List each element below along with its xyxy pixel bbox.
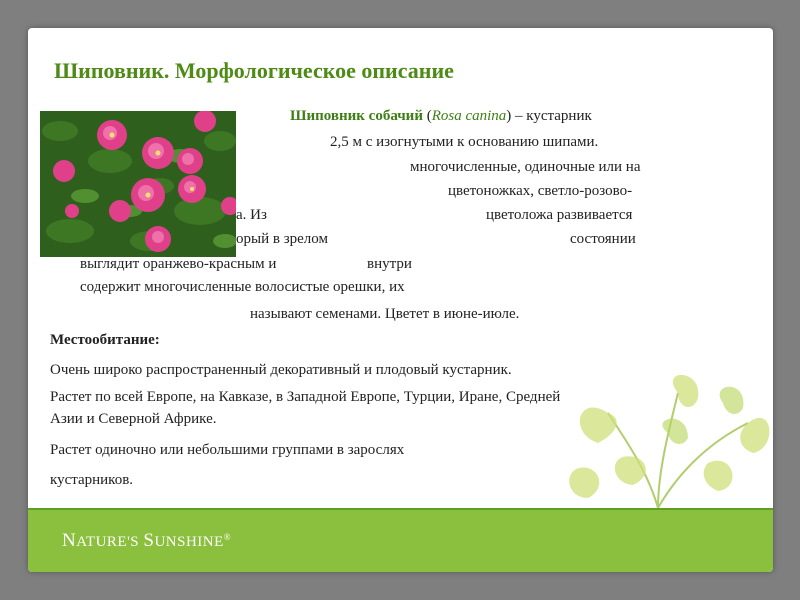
logo-n: N (62, 530, 77, 551)
logo-registered-mark: ® (223, 532, 232, 542)
logo-atures: ATURE'S (76, 534, 144, 550)
desc-line-6b: состоянии (570, 231, 636, 247)
desc-line-7b: внутри (367, 256, 412, 272)
ginkgo-leaves-decoration (548, 373, 773, 513)
logo-unshine: UNSHINE (154, 534, 224, 550)
slide-title: Шиповник. Морфологическое описание (54, 58, 454, 83)
habitat-heading: Местообитание: (50, 332, 160, 348)
desc-line-4: цветоножках, светло-розово- (448, 183, 633, 199)
desc-line-7a: выглядит оранжево-красным и (80, 256, 277, 272)
habitat-p1: Очень широко распространенный декоративный и плодовый кустарник. (50, 362, 512, 378)
desc-line-2: 2,5 м с изогнутыми к основанию шипами. (330, 134, 599, 150)
desc-line-1 (290, 108, 592, 125)
habitat-p2-line2: Азии и Северной Африке. (50, 411, 217, 427)
latin-name: Rosa canina (431, 108, 507, 124)
desc-line-9: называют семенами. Цветет в июне-июле. (250, 306, 520, 322)
natures-sunshine-logo (62, 530, 231, 552)
logo-s: S (143, 530, 155, 551)
desc-line-6a: орый в зрелом (236, 231, 328, 247)
rosehip-flowers-image (40, 111, 236, 257)
footer-bar (28, 508, 773, 572)
slide (28, 28, 773, 572)
habitat-p3-line2: кустарников. (50, 472, 134, 488)
species-name: Шиповник собачий (290, 108, 423, 124)
desc-line-5a: а. Из (236, 207, 267, 223)
desc-line-8: содержит многочисленные волосистые орешки, их (80, 279, 405, 295)
rosehip-photo (40, 111, 236, 257)
habitat-p3-line1: Растет одиночно или небольшими группами в зарослях (50, 442, 405, 458)
desc-line-1-open: ( (422, 108, 432, 124)
habitat-p2-line1: Растет по всей Европе, на Кавказе, в Западной Европе, Турции, Иране, Средней (50, 389, 561, 405)
desc-line-3: многочисленные, одиночные или на (410, 159, 641, 175)
desc-line-1-suffix: ) – кустарник (506, 108, 592, 124)
desc-line-5b: цветоложа развивается (486, 207, 633, 223)
